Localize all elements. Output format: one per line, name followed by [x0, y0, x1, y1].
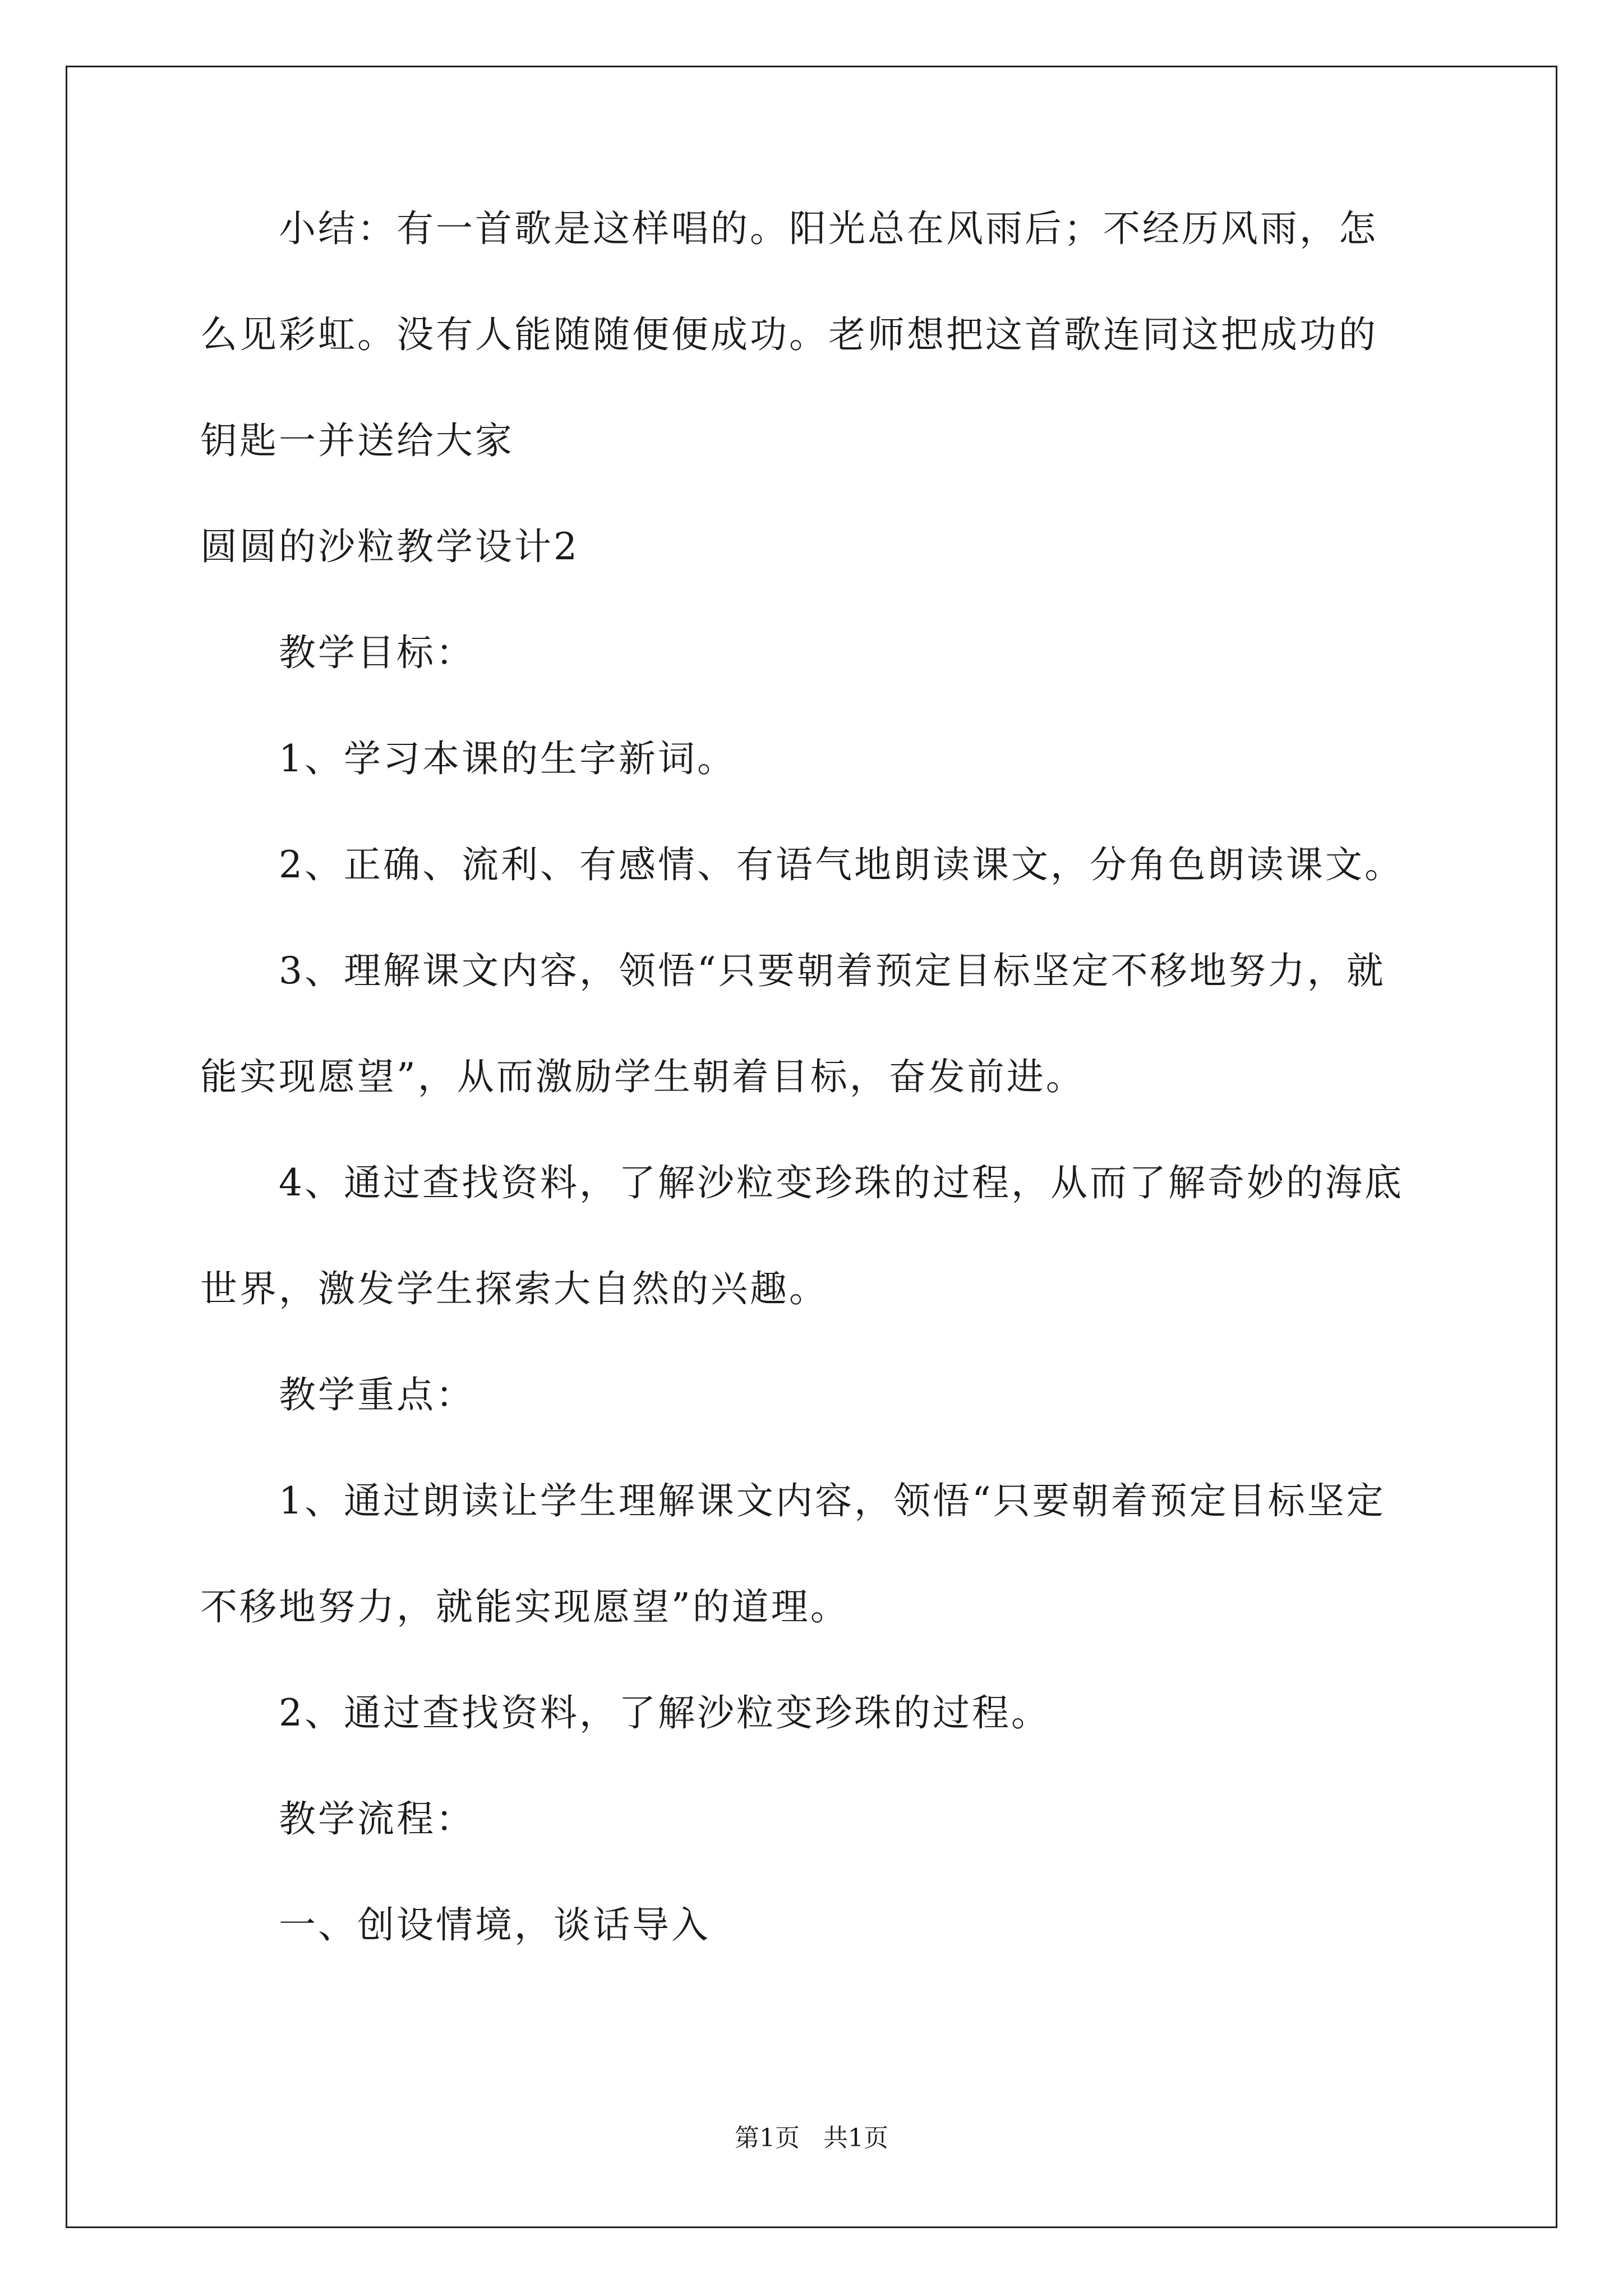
heading-teaching-goals: 教学目标： — [279, 631, 475, 674]
goal-item-4-line-2: 世界，激发学生探索大自然的兴趣。 — [200, 1267, 828, 1310]
key-point-1-line-1: 1、通过朗读让学生理解课文内容，领悟“只要朝着预定目标坚定 — [279, 1479, 1386, 1522]
paragraph-line-summary-3: 钥匙一并送给大家 — [200, 419, 514, 462]
heading-teaching-process: 教学流程： — [279, 1797, 475, 1841]
paragraph-line-summary-2: 么见彩虹。没有人能随随便便成功。老师想把这首歌连同这把成功的 — [200, 313, 1378, 356]
section-title: 圆圆的沙粒教学设计2 — [200, 525, 579, 568]
paragraph-line-summary-1: 小结：有一首歌是这样唱的。阳光总在风雨后；不经历风雨，怎 — [279, 207, 1378, 250]
goal-item-2: 2、正确、流利、有感情、有语气地朗读课文，分角色朗读课文。 — [279, 843, 1404, 886]
heading-key-points: 教学重点： — [279, 1373, 475, 1416]
key-point-2: 2、通过查找资料，了解沙粒变珍珠的过程。 — [279, 1691, 1050, 1734]
key-point-1-line-2: 不移地努力，就能实现愿望”的道理。 — [200, 1585, 850, 1628]
document-body — [200, 208, 1434, 1947]
process-step-1: 一、创设情境，谈话导入 — [279, 1903, 711, 1947]
goal-item-1: 1、学习本课的生字新词。 — [279, 737, 736, 780]
goal-item-3-line-1: 3、理解课文内容，领悟“只要朝着预定目标坚定不移地努力，就 — [279, 949, 1386, 992]
goal-item-3-line-2: 能实现愿望”，从而激励学生朝着目标，奋发前进。 — [200, 1055, 1085, 1098]
goal-item-4-line-1: 4、通过查找资料，了解沙粒变珍珠的过程，从而了解奇妙的海底 — [279, 1161, 1404, 1204]
page-footer: 第1页 共1页 — [735, 2124, 888, 2152]
